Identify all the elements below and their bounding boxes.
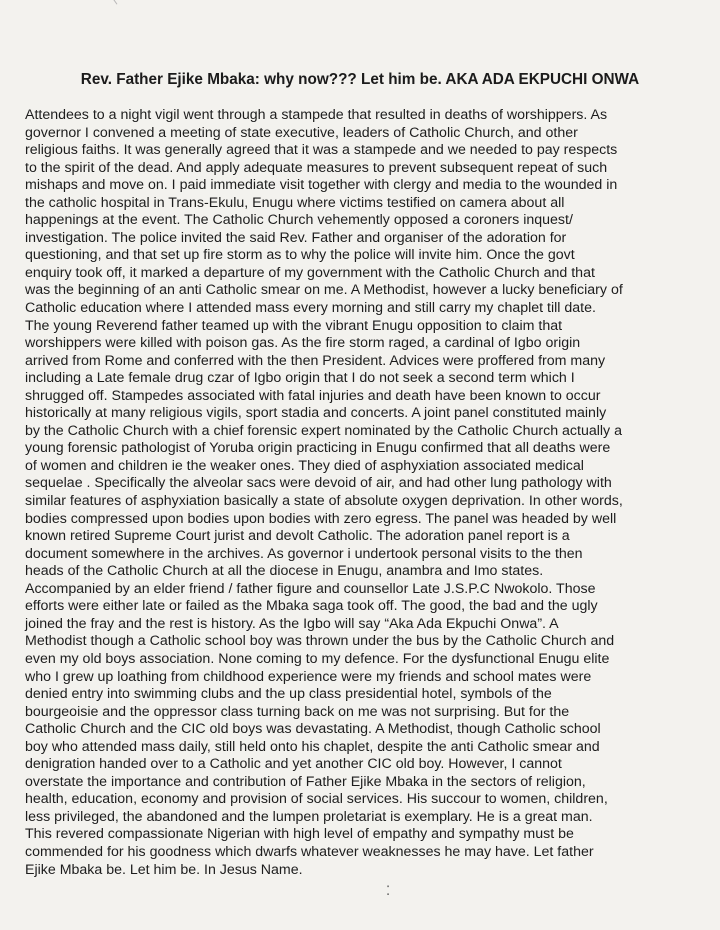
body-line: Catholic Church and the CIC old boys was devastating. A Methodist, though Catholic school <box>25 721 601 738</box>
body-line: to the spirit of the dead. And apply adequate measures to prevent subsequent repeat of such <box>25 159 608 176</box>
body-line: including a Late female drug czar of Igbo origin that I do not seek a second term which I <box>25 370 575 387</box>
body-line: shrugged off. Stampedes associated with fatal injuries and death have been known to occur <box>25 387 601 404</box>
body-line: religious faiths. It was generally agreed that it was a stampede and we needed to pay respects <box>25 142 618 159</box>
body-line: Ejike Mbaka be. Let him be. In Jesus Name. <box>25 861 303 878</box>
stray-mark <box>112 0 126 5</box>
body-line: bodies compressed upon bodies upon bodies with zero egress. The panel was headed by well <box>25 510 617 527</box>
body-line: overstate the importance and contribution of Father Ejike Mbaka in the sectors of religion, <box>25 773 586 790</box>
body-line: known retired Supreme Court jurist and devolt Catholic. The adoration panel report is a <box>25 528 570 545</box>
body-line: mishaps and move on. I paid immediate visit together with clergy and media to the wounded in <box>25 177 618 194</box>
body-line: of women and children ie the weaker ones. They died of asphyxiation associated medical <box>25 457 584 474</box>
body-line: heads of the Catholic Church at all the diocese in Enugu, anambra and Imo states. <box>25 563 544 580</box>
body-line: similar features of asphyxiation basically a state of absolute oxygen deprivation. In other words, <box>25 493 623 510</box>
body-line: young forensic pathologist of Yoruba origin practicing in Enugu confirmed that all deaths were <box>25 440 611 457</box>
body-line: was the beginning of an anti Catholic smear on me. A Methodist, however a lucky beneficiary of <box>25 282 623 299</box>
body-line: denigration handed over to a Catholic and yet another CIC old boy. However, I cannot <box>25 756 562 773</box>
body-line: governor I convened a meeting of state executive, leaders of Catholic Church, and other <box>25 124 578 141</box>
body-line: by the Catholic Church with a chief forensic expert nominated by the Catholic Church actually a <box>25 422 622 439</box>
body-line: efforts were either late or failed as the Mbaka saga took off. The good, the bad and the ugly <box>25 598 598 615</box>
body-line: commended for his goodness which dwarfs whatever weaknesses he may have. Let father <box>25 843 594 860</box>
body-line: joined the fray and the rest is history. As the Igbo will say “Aka Ada Ekpuchi Onwa”. A <box>25 615 559 632</box>
body-line: Accompanied by an elder friend / father figure and counsellor Late J.S.P.C Nwokolo. Those <box>25 580 596 597</box>
body-line: the catholic hospital in Trans-Ekulu, Enugu where victims testified on camera about all <box>25 194 565 211</box>
body-line: less privileged, the abandoned and the lumpen proletariat is exemplary. He is a great man. <box>25 808 593 825</box>
body-line: boy who attended mass daily, still held onto his chaplet, despite the anti Catholic smear and <box>25 738 600 755</box>
document-body <box>25 107 715 879</box>
body-line: arrived from Rome and conferred with the then President. Advices were proffered from many <box>25 352 606 369</box>
body-line: denied entry into swimming clubs and the up class presidential hotel, symbols of the <box>25 686 552 703</box>
stray-colon-mark: ⁚ <box>386 883 391 898</box>
body-line: Methodist though a Catholic school boy was thrown under the bus by the Catholic Church and <box>25 633 615 650</box>
body-line: This revered compassionate Nigerian with high level of empathy and sympathy must be <box>25 826 574 843</box>
body-line: who I grew up loathing from childhood experience were my friends and school mates were <box>25 668 592 685</box>
body-line: sequelae . Specifically the alveolar sacs were devoid of air, and had other lung pathology with <box>25 475 612 492</box>
body-line: Attendees to a night vigil went through a stampede that resulted in deaths of worshippers. As <box>25 107 608 123</box>
body-line: investigation. The police invited the said Rev. Father and organiser of the adoration for <box>25 229 567 246</box>
body-line: questioning, and that set up fire storm as to why the police will invite him. Once the govt <box>25 247 575 264</box>
document-title: Rev. Father Ejike Mbaka: why now??? Let him be. AKA ADA EKPUCHI ONWA <box>80 71 640 88</box>
body-line: document somewhere in the archives. As governor i undertook personal visits to the then <box>25 545 583 562</box>
body-line: Catholic education where I attended mass every morning and still carry my chaplet till date. <box>25 300 596 317</box>
body-line: The young Reverend father teamed up with the vibrant Enugu opposition to claim that <box>25 317 563 334</box>
body-line: enquiry took off, it marked a departure of my government with the Catholic Church and that <box>25 264 595 281</box>
body-line: happenings at the event. The Catholic Church vehemently opposed a coroners inquest/ <box>25 212 573 229</box>
body-line: bourgeoisie and the oppressor class turning back on me was not surprising. But for the <box>25 703 570 720</box>
body-line: worshippers were killed with poison gas. As the fire storm raged, a cardinal of Igbo origin <box>25 335 581 352</box>
body-line: health, education, economy and provision of social services. His succour to women, children, <box>25 791 608 808</box>
body-line: historically at many religious vigils, sport stadia and concerts. A joint panel constituted mainly <box>25 405 607 422</box>
body-line: even my old boys association. None coming to my defence. For the dysfunctional Enugu elite <box>25 650 610 667</box>
